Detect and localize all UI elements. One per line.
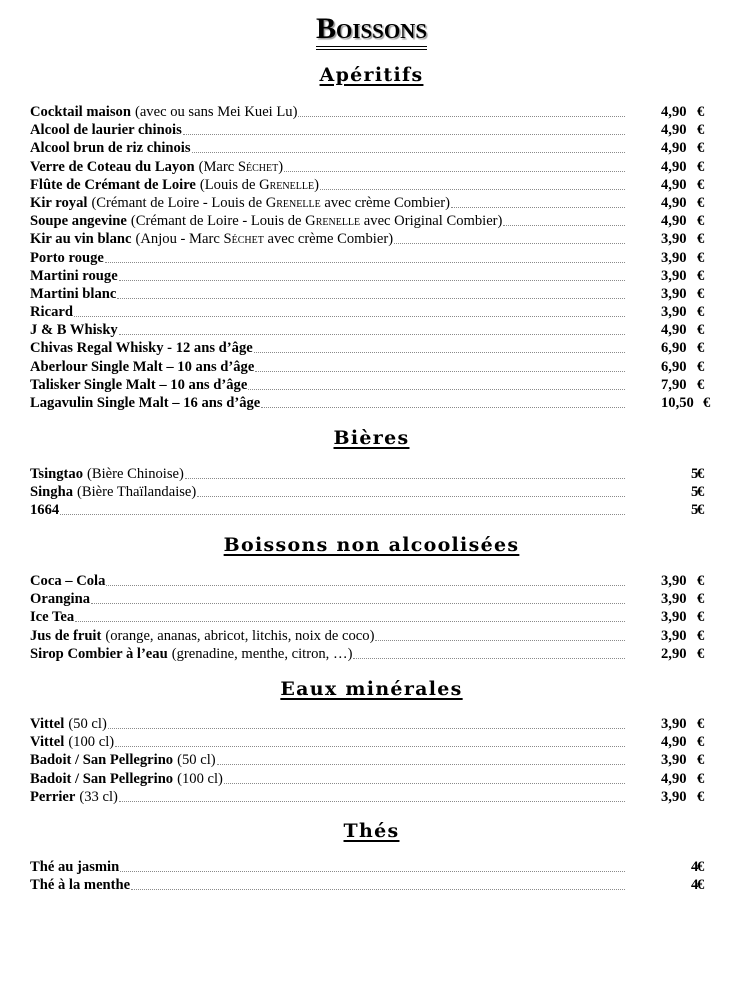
menu-item-label bbox=[30, 121, 625, 139]
menu-item-row bbox=[30, 645, 720, 663]
menu-item-name: Thé à la menthe bbox=[30, 877, 131, 894]
menu-item-price: 3,90 bbox=[661, 627, 687, 644]
menu-item-row bbox=[30, 394, 720, 412]
menu-item-row bbox=[30, 858, 720, 876]
menu-item-detail: (100 cl) bbox=[68, 734, 115, 751]
menu-item-detail: (Crémant de Loire - Louis de Grenelle avec crème Combier) bbox=[91, 194, 450, 211]
menu-item-detail: (Bière Chinoise) bbox=[87, 466, 184, 482]
menu-item-detail: (Marc Séchet) bbox=[198, 158, 284, 175]
menu-item-label bbox=[30, 194, 625, 212]
menu-item-price: 4 bbox=[691, 859, 699, 875]
menu-item-row bbox=[30, 321, 720, 339]
euro-currency-symbol: € bbox=[697, 877, 705, 894]
menu-item-price: 4,90 bbox=[661, 104, 687, 120]
menu-item-price: 3,90 bbox=[661, 285, 687, 302]
menu-item-name: Soupe angevine bbox=[30, 213, 127, 230]
menu-item-label bbox=[30, 158, 625, 176]
dotted-leader bbox=[74, 315, 625, 317]
menu-title bbox=[0, 12, 743, 50]
menu-item-name: Martini rouge bbox=[30, 267, 118, 284]
menu-item-label bbox=[30, 876, 625, 894]
dotted-leader bbox=[75, 620, 625, 622]
menu-item-label bbox=[30, 376, 625, 394]
dotted-leader bbox=[117, 297, 625, 299]
section-title-bieres bbox=[0, 427, 743, 449]
menu-item-label bbox=[30, 483, 625, 501]
dotted-leader bbox=[451, 206, 625, 208]
dotted-leader bbox=[261, 406, 625, 408]
dotted-leader bbox=[185, 477, 625, 479]
menu-item-row bbox=[30, 376, 720, 394]
menu-item-label bbox=[30, 770, 625, 788]
menu-item-row bbox=[30, 139, 720, 157]
menu-item-name: Lagavulin Single Malt – 16 ans d’âge bbox=[30, 395, 261, 411]
menu-item-name: Coca – Cola bbox=[30, 573, 106, 589]
menu-item-name: Vittel bbox=[30, 716, 65, 732]
dotted-leader bbox=[353, 657, 625, 659]
menu-item-price: 4,90 bbox=[661, 770, 687, 787]
dotted-leader bbox=[115, 745, 625, 747]
menu-item-price: 3,90 bbox=[661, 267, 687, 284]
menu-item-name: Martini blanc bbox=[30, 285, 117, 302]
dotted-leader bbox=[254, 351, 625, 353]
menu-item-price: 7,90 bbox=[661, 376, 687, 393]
section-items-eaux-minerales bbox=[30, 715, 720, 806]
menu-item-price: 4,90 bbox=[661, 122, 687, 139]
section-title-aperitifs bbox=[0, 64, 743, 86]
menu-item-name: Badoit / San Pellegrino bbox=[30, 770, 174, 787]
menu-item-row bbox=[30, 339, 720, 357]
menu-item-label bbox=[30, 249, 625, 267]
euro-currency-symbol: € bbox=[697, 194, 705, 211]
euro-currency-symbol: € bbox=[697, 304, 705, 321]
dotted-leader bbox=[192, 151, 625, 153]
menu-item-label bbox=[30, 465, 625, 483]
menu-item-row bbox=[30, 249, 720, 267]
menu-item-row bbox=[30, 590, 720, 608]
dotted-leader bbox=[60, 513, 625, 515]
euro-currency-symbol: € bbox=[697, 249, 705, 266]
menu-item-label bbox=[30, 590, 625, 608]
euro-currency-symbol: € bbox=[697, 752, 705, 769]
euro-currency-symbol: € bbox=[697, 285, 705, 302]
menu-item-price: 10,50 bbox=[661, 395, 694, 411]
menu-item-name: 1664 bbox=[30, 502, 60, 519]
menu-item-row bbox=[30, 751, 720, 769]
menu-item-name: Cocktail maison bbox=[30, 104, 131, 120]
menu-item-row bbox=[30, 572, 720, 590]
dotted-leader bbox=[320, 188, 625, 190]
menu-item-detail: (avec ou sans Mei Kuei Lu) bbox=[134, 104, 298, 120]
menu-item-price: 5 bbox=[691, 466, 699, 482]
euro-currency-symbol: € bbox=[703, 395, 711, 411]
menu-item-price: 4,90 bbox=[661, 213, 687, 230]
menu-item-name: Alcool de laurier chinois bbox=[30, 122, 182, 139]
menu-item-price: 3,90 bbox=[661, 788, 687, 805]
dotted-leader bbox=[131, 888, 625, 890]
menu-item-price: 3,90 bbox=[661, 609, 687, 626]
euro-currency-symbol: € bbox=[697, 770, 705, 787]
euro-currency-symbol: € bbox=[697, 734, 705, 751]
menu-item-label bbox=[30, 715, 625, 733]
menu-item-row bbox=[30, 194, 720, 212]
dotted-leader bbox=[108, 727, 625, 729]
menu-item-label bbox=[30, 321, 625, 339]
dotted-leader bbox=[105, 261, 625, 263]
menu-item-detail: (33 cl) bbox=[79, 788, 118, 805]
menu-item-price: 4,90 bbox=[661, 322, 687, 339]
euro-currency-symbol: € bbox=[697, 158, 705, 175]
menu-item-row bbox=[30, 483, 720, 501]
menu-item-price: 5 bbox=[691, 484, 699, 501]
menu-item-row bbox=[30, 285, 720, 303]
menu-item-row bbox=[30, 770, 720, 788]
euro-currency-symbol: € bbox=[697, 716, 705, 732]
menu-item-price: 4,90 bbox=[661, 734, 687, 751]
euro-currency-symbol: € bbox=[697, 140, 705, 157]
menu-item-name: Thé au jasmin bbox=[30, 859, 120, 875]
menu-item-name: Kir au vin blanc bbox=[30, 231, 132, 248]
section-items-bieres bbox=[30, 465, 720, 520]
menu-item-name: Verre de Coteau du Layon bbox=[30, 158, 195, 175]
menu-title-text: Boissons bbox=[316, 12, 427, 50]
menu-item-row bbox=[30, 715, 720, 733]
menu-item-price: 3,90 bbox=[661, 573, 687, 589]
euro-currency-symbol: € bbox=[697, 609, 705, 626]
dotted-leader bbox=[119, 333, 625, 335]
menu-item-row bbox=[30, 303, 720, 321]
section-items-non-alcoolisees bbox=[30, 572, 720, 663]
dotted-leader bbox=[197, 495, 625, 497]
dotted-leader bbox=[284, 170, 625, 172]
menu-item-label bbox=[30, 139, 625, 157]
euro-currency-symbol: € bbox=[697, 122, 705, 139]
menu-item-name: Chivas Regal Whisky - 12 ans d’âge bbox=[30, 340, 253, 357]
section-title-non-alcoolisees bbox=[0, 534, 743, 556]
dotted-leader bbox=[183, 133, 625, 135]
menu-item-detail: (Bière Thaïlandaise) bbox=[77, 484, 197, 501]
menu-item-row bbox=[30, 465, 720, 483]
section-title-text: Eaux minérales bbox=[280, 678, 463, 700]
euro-currency-symbol: € bbox=[697, 358, 705, 375]
menu-item-name: Sirop Combier à l’eau bbox=[30, 645, 168, 662]
menu-item-price: 4,90 bbox=[661, 140, 687, 157]
dotted-leader bbox=[119, 279, 625, 281]
menu-item-detail: (orange, ananas, abricot, litchis, noix de coco) bbox=[105, 627, 375, 644]
menu-item-row bbox=[30, 733, 720, 751]
menu-item-price: 4,90 bbox=[661, 176, 687, 193]
menu-item-name: Jus de fruit bbox=[30, 627, 102, 644]
dotted-leader bbox=[119, 800, 625, 802]
menu-item-label bbox=[30, 339, 625, 357]
euro-currency-symbol: € bbox=[697, 466, 705, 482]
menu-item-name: J & B Whisky bbox=[30, 322, 118, 339]
section-title-text: Apéritifs bbox=[319, 64, 424, 86]
euro-currency-symbol: € bbox=[697, 176, 705, 193]
menu-item-row bbox=[30, 608, 720, 626]
menu-item-label bbox=[30, 212, 625, 230]
section-items-thes bbox=[30, 858, 720, 894]
section-title-text: Boissons non alcoolisées bbox=[223, 534, 520, 556]
menu-item-price: 3,90 bbox=[661, 304, 687, 321]
menu-item-detail: (Anjou - Marc Séchet avec crème Combier) bbox=[135, 231, 394, 248]
euro-currency-symbol: € bbox=[697, 376, 705, 393]
euro-currency-symbol: € bbox=[697, 322, 705, 339]
menu-item-label bbox=[30, 501, 625, 519]
menu-item-row bbox=[30, 627, 720, 645]
menu-item-detail: (100 cl) bbox=[177, 770, 223, 787]
menu-item-label bbox=[30, 358, 625, 376]
section-title-text: Thés bbox=[343, 820, 400, 842]
menu-item-name: Vittel bbox=[30, 734, 65, 751]
menu-item-price: 4,90 bbox=[661, 158, 687, 175]
menu-item-price: 6,90 bbox=[661, 358, 687, 375]
menu-item-price: 3,90 bbox=[661, 752, 687, 769]
menu-item-price: 4 bbox=[691, 877, 699, 894]
menu-item-name: Porto rouge bbox=[30, 249, 104, 266]
section-title-thes bbox=[0, 820, 743, 842]
menu-item-label bbox=[30, 788, 625, 806]
menu-item-price: 3,90 bbox=[661, 249, 687, 266]
menu-item-label bbox=[30, 627, 625, 645]
menu-item-label bbox=[30, 230, 625, 248]
menu-item-row bbox=[30, 267, 720, 285]
menu-item-name: Tsingtao bbox=[30, 466, 83, 482]
menu-item-label bbox=[30, 103, 625, 121]
menu-item-name: Flûte de Crémant de Loire bbox=[30, 176, 196, 193]
menu-item-name: Talisker Single Malt – 10 ans d’âge bbox=[30, 376, 248, 393]
menu-item-price: 3,90 bbox=[661, 231, 687, 248]
menu-item-label bbox=[30, 645, 625, 663]
menu-item-detail: (Louis de Grenelle) bbox=[199, 176, 319, 193]
dotted-leader bbox=[91, 602, 625, 604]
euro-currency-symbol: € bbox=[697, 231, 705, 248]
section-title-eaux-minerales bbox=[0, 678, 743, 700]
menu-item-label bbox=[30, 394, 625, 412]
menu-item-row bbox=[30, 212, 720, 230]
euro-currency-symbol: € bbox=[697, 788, 705, 805]
euro-currency-symbol: € bbox=[697, 502, 705, 519]
euro-currency-symbol: € bbox=[697, 645, 705, 662]
menu-item-row bbox=[30, 788, 720, 806]
menu-item-label bbox=[30, 572, 625, 590]
euro-currency-symbol: € bbox=[697, 591, 705, 608]
dotted-leader bbox=[106, 584, 625, 586]
menu-item-name: Ricard bbox=[30, 304, 73, 321]
menu-item-label bbox=[30, 267, 625, 285]
menu-item-detail: (50 cl) bbox=[68, 716, 107, 732]
menu-item-row bbox=[30, 158, 720, 176]
dotted-leader bbox=[217, 763, 625, 765]
euro-currency-symbol: € bbox=[697, 267, 705, 284]
menu-item-price: 5 bbox=[691, 502, 699, 519]
menu-item-name: Aberlour Single Malt – 10 ans d’âge bbox=[30, 358, 255, 375]
dotted-leader bbox=[375, 639, 625, 641]
menu-item-name: Badoit / San Pellegrino bbox=[30, 752, 174, 769]
dotted-leader bbox=[394, 242, 625, 244]
menu-item-label bbox=[30, 751, 625, 769]
menu-item-detail: (50 cl) bbox=[177, 752, 216, 769]
menu-item-label bbox=[30, 608, 625, 626]
menu-item-row bbox=[30, 501, 720, 519]
menu-item-row bbox=[30, 121, 720, 139]
menu-item-row bbox=[30, 876, 720, 894]
euro-currency-symbol: € bbox=[697, 627, 705, 644]
menu-item-price: 4,90 bbox=[661, 194, 687, 211]
menu-item-price: 3,90 bbox=[661, 716, 687, 732]
euro-currency-symbol: € bbox=[697, 573, 705, 589]
menu-item-detail: (grenadine, menthe, citron, …) bbox=[171, 645, 353, 662]
menu-item-name: Orangina bbox=[30, 591, 91, 608]
menu-item-label bbox=[30, 303, 625, 321]
menu-item-price: 6,90 bbox=[661, 340, 687, 357]
menu-item-price: 3,90 bbox=[661, 591, 687, 608]
dotted-leader bbox=[224, 782, 625, 784]
menu-item-detail: (Crémant de Loire - Louis de Grenelle avec Original Combier) bbox=[130, 213, 503, 230]
dotted-leader bbox=[255, 370, 625, 372]
euro-currency-symbol: € bbox=[697, 859, 705, 875]
menu-item-row bbox=[30, 358, 720, 376]
menu-item-label bbox=[30, 176, 625, 194]
menu-item-name: Alcool brun de riz chinois bbox=[30, 140, 191, 157]
section-title-text: Bières bbox=[333, 427, 410, 449]
menu-item-row bbox=[30, 230, 720, 248]
menu-item-name: Ice Tea bbox=[30, 609, 75, 626]
euro-currency-symbol: € bbox=[697, 340, 705, 357]
dotted-leader bbox=[120, 870, 625, 872]
dotted-leader bbox=[503, 224, 625, 226]
euro-currency-symbol: € bbox=[697, 484, 705, 501]
euro-currency-symbol: € bbox=[697, 104, 705, 120]
dotted-leader bbox=[248, 388, 625, 390]
menu-item-row bbox=[30, 176, 720, 194]
menu-item-name: Singha bbox=[30, 484, 73, 501]
menu-item-label bbox=[30, 733, 625, 751]
menu-item-name: Kir royal bbox=[30, 194, 88, 211]
menu-item-label bbox=[30, 285, 625, 303]
euro-currency-symbol: € bbox=[697, 213, 705, 230]
section-items-aperitifs bbox=[30, 103, 720, 412]
dotted-leader bbox=[298, 115, 625, 117]
menu-item-label bbox=[30, 858, 625, 876]
menu-item-price: 2,90 bbox=[661, 645, 687, 662]
menu-item-row bbox=[30, 103, 720, 121]
menu-item-name: Perrier bbox=[30, 788, 76, 805]
